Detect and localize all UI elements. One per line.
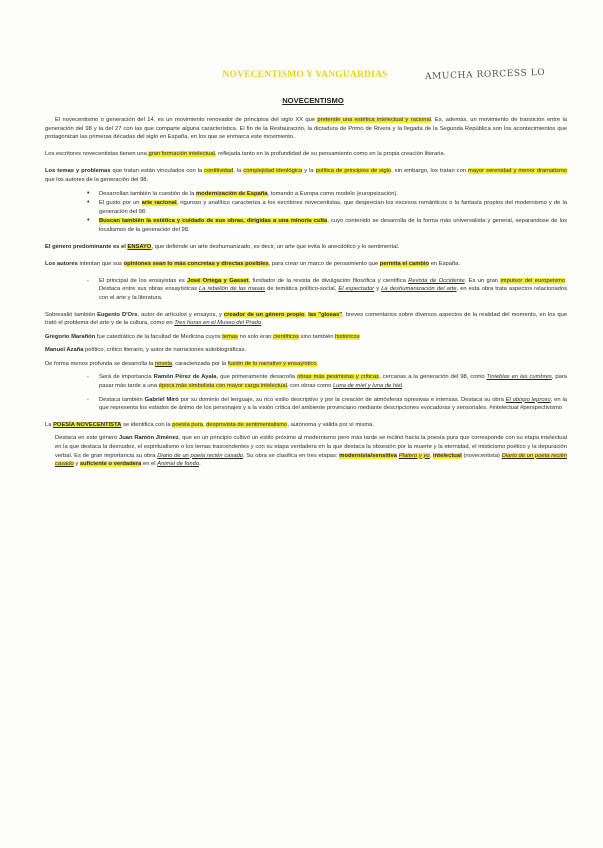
list-item	[99, 396, 567, 413]
paragraph-authors	[45, 260, 567, 269]
bold-term: Eugenio D'Ors	[97, 311, 138, 318]
highlight: José Ortega y Gasset	[187, 277, 249, 284]
highlight: creador de un género propio	[223, 311, 305, 318]
text-run: , autónoma y válida por sí misma.	[287, 421, 375, 428]
highlight: Diario de un poeta recién casado	[55, 452, 567, 468]
text-run: y	[374, 286, 382, 293]
highlight: gran formación intelectual	[148, 151, 215, 158]
text-run: Destaca también	[99, 396, 145, 403]
text-run: El gusto por un	[99, 200, 142, 207]
paragraph-themes	[45, 167, 567, 184]
highlight: modernista/sensitiva	[339, 452, 397, 459]
text-run: , riguroso y analítico caracteriza a los escritores novecentistas, que desprecian los excesos románticos o la fantasía propios del modernismo y de la generación del 98.	[99, 200, 568, 215]
highlight: intelectual	[433, 452, 462, 459]
work-title: Tres horas en el Museo del Prado	[174, 320, 262, 327]
work-title: La deshumanización del arte	[381, 286, 457, 293]
text-run: intentan que sus	[77, 260, 124, 267]
text-run: .	[316, 360, 319, 367]
highlight: poesía pura	[172, 421, 203, 428]
text-run: , autor de artículos y ensayos, y	[137, 311, 224, 318]
text-run: , tomando a Europa como modelo (europeización).	[267, 190, 399, 197]
dash-list	[45, 277, 567, 303]
text-run: (novecentista)	[461, 452, 502, 459]
work-title: La rebelión de las masas	[199, 286, 266, 293]
highlight: Platero y yo	[398, 452, 430, 459]
text-run: , caracterizada por la	[171, 360, 228, 367]
handwritten-note: AMUCHA RORCESS LO	[424, 67, 546, 83]
dash-list	[45, 373, 567, 412]
bullet-list	[45, 190, 567, 235]
text-run: , cercanas a la generación del 98, como	[379, 374, 487, 381]
bold-term: El género predominante es el	[45, 243, 128, 250]
text-run: Será de importancia	[99, 374, 154, 381]
text-run: fue catedrático de la facultad de Medicina cuyos	[95, 333, 223, 340]
text-run: , en esta obra trata aspectos relacionados con el arte y la literatura.	[99, 286, 568, 301]
highlight: POESÍA NOVECENTISTA	[53, 421, 122, 428]
paragraph-maranon	[45, 333, 567, 342]
text-run: , fundador de la revista de divulgación filosófica y científica	[248, 277, 409, 284]
text-run: , para crear un marco de pensamiento que	[268, 260, 380, 267]
text-run: que los autores de la generación del 98.	[45, 176, 149, 183]
text-run: Sobresalió también	[45, 311, 98, 318]
highlight: fusión de lo narrativo y ensayístico	[227, 360, 317, 367]
highlight: política de principios de siglo	[315, 168, 392, 175]
highlight: complejidad ideológica	[243, 168, 303, 175]
text-run: político, crítico literario, y autor de narraciones autobiográficas.	[83, 347, 247, 354]
highlight: época más simbolista con mayor carga intelectual	[158, 383, 287, 390]
text-run: de temática político-social,	[265, 286, 339, 293]
text-run: De forma menos profunda se desarrolla la	[45, 360, 155, 367]
highlight: históricos	[335, 333, 360, 340]
highlight: modernización de España	[196, 190, 268, 197]
page-title: NOVECENTISMO Y VANGUARDIAS	[222, 70, 388, 80]
text-run: ,	[304, 311, 309, 318]
paragraph-writers	[45, 150, 567, 159]
text-run: , que defiende un arte deshumanizado, es decir, un arte que evita lo anecdótico y lo sentimental.	[151, 243, 400, 250]
highlight: pretende una estética intelectual y racional	[317, 117, 431, 123]
work-title: El obispo leproso	[505, 396, 551, 403]
bold-term: Ramón Pérez de Ayala	[153, 374, 217, 381]
text-run: , con obras como	[286, 383, 333, 390]
highlight: opiniones sean lo más concretas y directas posibles	[123, 260, 269, 267]
text-run: , breves comentarios sobre diversos aspectos de la realidad del momento, en los que trató el problema del arte y de la cultura, como en	[45, 311, 567, 327]
text-run: .	[199, 461, 201, 468]
highlight: impulsor del europeísmo	[500, 277, 566, 284]
text-run: , en la que representa los estados de ánimo de los personajes y a la visión crítica del ambiente provinciano mediante descripciones evocadoras y sensoriales. #intelectual #perspectivismo	[99, 396, 567, 412]
text-run: La	[45, 421, 54, 428]
paragraph-novel	[45, 360, 567, 369]
highlight: arte racional	[141, 200, 177, 207]
highlight: temas	[222, 333, 239, 340]
section-title: NOVECENTISMO	[282, 96, 344, 105]
text-run: . Su obra se clasifica en tres etapas:	[243, 452, 340, 459]
text-run: y la	[302, 168, 316, 175]
highlight: desprovista de sentimentalismo	[206, 421, 288, 428]
paragraph-intro	[45, 116, 567, 142]
text-run: sino también	[298, 333, 336, 340]
text-run: . Es, además, un movimiento de transición entre la generación del 98 y la del 27 con las que comparte alguna característica. El fin de la Restauración, la dictadura de Primo de Rivera y la llegada de la Segunda República son los acontecimientos que protagonizan las primeras décadas del siglo en España, en los que se enmarca este movimiento.	[45, 117, 568, 141]
text-run: . Es un gran	[464, 277, 501, 284]
text-run: Los escritores novecentistas tienen una	[45, 151, 149, 158]
paragraph-dors	[45, 311, 567, 328]
highlight: obras más pesimistas y críticas	[297, 374, 380, 381]
text-run: El principal de los ensayistas es	[99, 277, 188, 284]
text-run: que tratan están vinculados con la	[110, 168, 205, 175]
work-title: Revista de Occidente	[408, 277, 465, 284]
highlight: científicos	[273, 333, 299, 340]
highlight: suficiente o verdadera	[79, 461, 142, 468]
highlight: las "glosas"	[308, 311, 343, 318]
text-run: no solo eran	[238, 333, 274, 340]
highlight: mayor serenidad y menor dramatismo	[467, 168, 568, 175]
text-run: , reflejada tanto en la profundidad de su pensamiento como en la propia creación literaria.	[214, 151, 446, 158]
paragraph-azana	[45, 346, 567, 355]
text-run: , cuyo contenido se desarrolla de la forma más universalista y general, separandose de los localismos de la generación del 98.	[99, 218, 568, 233]
work-title: Animal de fondo	[157, 461, 200, 468]
list-item	[99, 277, 567, 303]
work-title: El espectador	[338, 286, 375, 293]
bold-term: Los temas y problemas	[45, 168, 111, 175]
bold-term: Los autores	[45, 260, 78, 267]
paragraph-genre	[45, 243, 567, 252]
bold-term: Manuel Azaña	[45, 347, 84, 354]
text-run: El novecentismo o generación del 14, es un movimiento renovador de principios del siglo XX que	[55, 117, 318, 123]
text-run: en España.	[429, 260, 461, 267]
text-run: .	[261, 320, 263, 327]
text-run: , sin embargo, los tratan con	[391, 168, 468, 175]
text-run: , que primeramente desarrolla	[216, 374, 298, 381]
list-item	[99, 199, 567, 216]
work-title: Luna de miel y luna de hiel	[332, 383, 402, 390]
text-run: Desarrollan también la cuestión de la	[99, 190, 196, 197]
highlight: Buscan también la estética y cuidado de sus obras, dirigidas a una minoría culta	[99, 218, 328, 225]
highlight: contitividad	[204, 168, 234, 175]
text-run: , la	[233, 168, 244, 175]
paragraph-poetry	[45, 421, 567, 430]
bold-term: Gregorio Marañón	[45, 333, 96, 340]
text-run: Destaca en este género	[55, 435, 119, 442]
text-run: y	[73, 461, 80, 468]
work-title: Diario de un poeta recién casado	[157, 452, 244, 459]
text-run: , para pasar más tarde a una	[99, 374, 567, 390]
highlight: permita el cambio	[379, 260, 430, 267]
bold-term: Juan Ramón Jiménez	[119, 435, 179, 442]
text-run: ,	[429, 452, 434, 459]
text-run: , que en un principio cultivó un estilo próximo al modernismo pero más tarde se inclinó hacia la poesía pura que corresponde con su etapa intelectual en la que destaca la desnudez, el espiritualismo o los temas trascendentes y con su etapa verdadera en la que destaca la obsesión por la muerte y la eternidad, el misticismo poético y la depuración verbal. Es de gran importancia su obra	[55, 435, 567, 459]
list-item	[99, 190, 567, 199]
highlight: ENSAYO	[127, 243, 152, 250]
text-run: . Destaca entre sus obras ensayísticas	[99, 277, 567, 293]
text-run: se identifica con la	[121, 421, 173, 428]
text-run: ,	[202, 421, 207, 428]
text-run: .	[401, 383, 404, 390]
list-item	[99, 217, 567, 234]
bold-term: Gabriel Miró	[144, 396, 179, 403]
highlight: novela	[154, 360, 172, 367]
text-run: en el	[141, 461, 158, 468]
text-run: por su dominio del lenguaje, su rico estilo descriptivo y por la creación de atmósferas opresivas e intensas. Destaca su obra	[178, 396, 506, 403]
document-body	[45, 116, 567, 477]
list-item	[99, 373, 567, 390]
work-title: Tinieblas en las cumbres	[486, 374, 552, 381]
paragraph-jrj	[45, 434, 567, 468]
